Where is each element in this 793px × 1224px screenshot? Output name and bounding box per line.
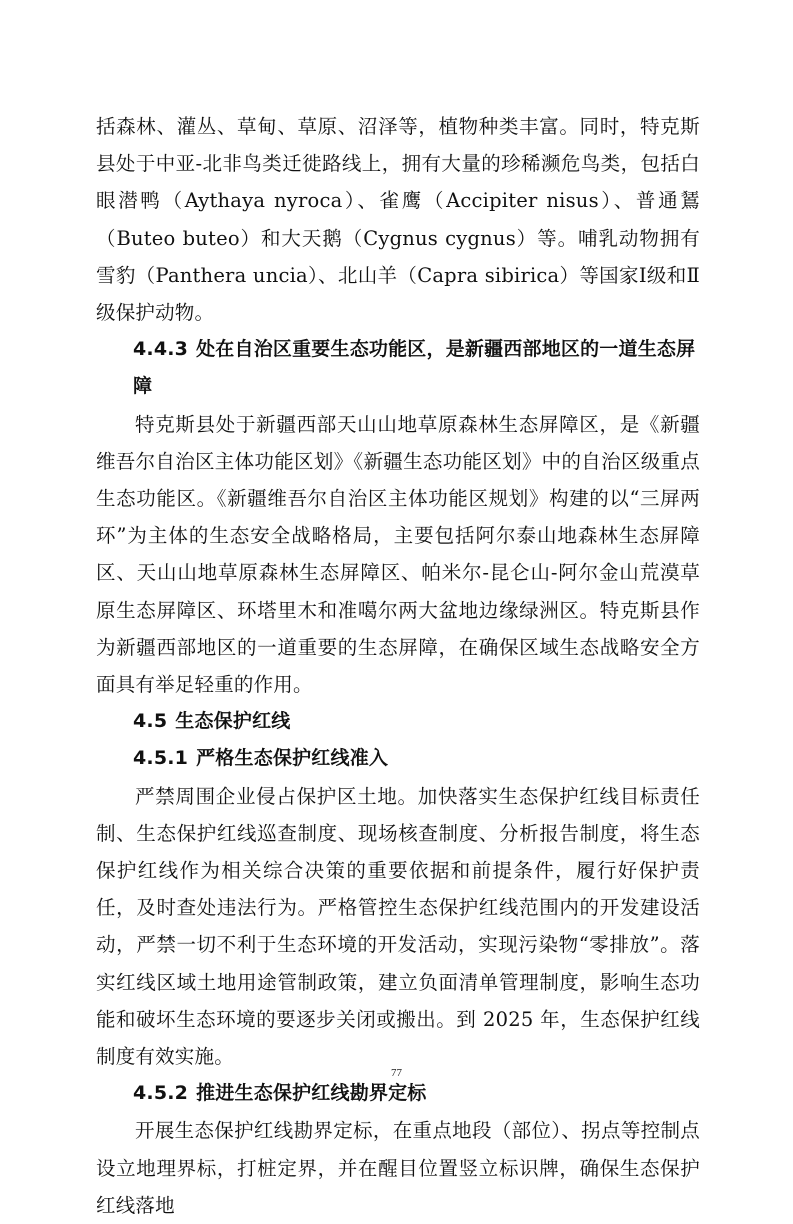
section-heading-4-5-2 xyxy=(96,1075,700,1112)
paragraph-biodiversity: 括森林、灌丛、草甸、草原、沼泽等，植物种类丰富。同时，特克斯县处于中亚-北非鸟类迁徙路线上，拥有大量的珍稀濒危鸟类，包括白眼潜鸭（Aythaya nyroca）、雀鹰（Accipiter nisus）、普通鵟（Buteo buteo）和大天鹅（Cygnus cygnus）等。哺乳动物拥有雪豹（Panthera uncia）、北山羊（Capra sibirica）等国家Ⅰ级和Ⅱ级保护动物。 xyxy=(96,115,700,325)
section-number: 4.5.2 xyxy=(133,1082,189,1105)
section-title: 推进生态保护红线勘界定标 xyxy=(196,1082,427,1105)
section-number: 4.5.1 xyxy=(133,747,189,770)
section-number: 4.5 xyxy=(133,710,168,733)
section-title: 生态保护红线 xyxy=(175,710,291,733)
section-heading-4-4-3 xyxy=(96,331,700,405)
paragraph-boundary-marking: 开展生态保护红线勘界定标，在重点地段（部位）、拐点等控制点设立地理界标，打桩定界，并在醒目位置竖立标识牌，确保生态保护红线落地 xyxy=(96,1119,700,1217)
page-number: 77 xyxy=(391,1067,402,1079)
paragraph-red-line-access: 严禁周围企业侵占保护区土地。加快落实生态保护红线目标责任制、生态保护红线巡查制度、现场核查制度、分析报告制度，将生态保护红线作为相关综合决策的重要依据和前提条件，履行好保护责任，及时查处违法行为。严格管控生态保护红线范围内的开发建设活动，严禁一切不利于生态环境的开发活动，实现污染物“零排放”。落实红线区域土地用途管制政策，建立负面清单管理制度，影响生态功能和破坏生态环境的要逐步关闭或搬出。到 2025 年，生态保护红线制度有效实施。 xyxy=(96,784,700,1069)
section-number: 4.4.3 xyxy=(133,338,189,361)
paragraph-ecological-barrier: 特克斯县处于新疆西部天山山地草原森林生态屏障区，是《新疆维吾尔自治区主体功能区划》《新疆生态功能区划》中的自治区级重点生态功能区。《新疆维吾尔自治区主体功能区规划》构建的以“三屏两环”为主体的生态安全战略格局，主要包括阿尔泰山地森林生态屏障区、天山山地草原森林生态屏障区、帕米尔-昆仑山-阿尔金山荒漠草原生态屏障区、环塔里木和准噶尔两大盆地边缘绿洲区。特克斯县作为新疆西部地区的一道重要的生态屏障，在确保区域生态战略安全方面具有举足轻重的作用。 xyxy=(96,412,700,697)
document-body xyxy=(96,108,700,1224)
section-heading-4-5-1 xyxy=(96,740,700,777)
section-title: 严格生态保护红线准入 xyxy=(196,747,389,770)
section-heading-4-5 xyxy=(96,703,700,740)
section-title: 处在自治区重要生态功能区，是新疆西部地区的一道生态屏障 xyxy=(133,338,696,398)
